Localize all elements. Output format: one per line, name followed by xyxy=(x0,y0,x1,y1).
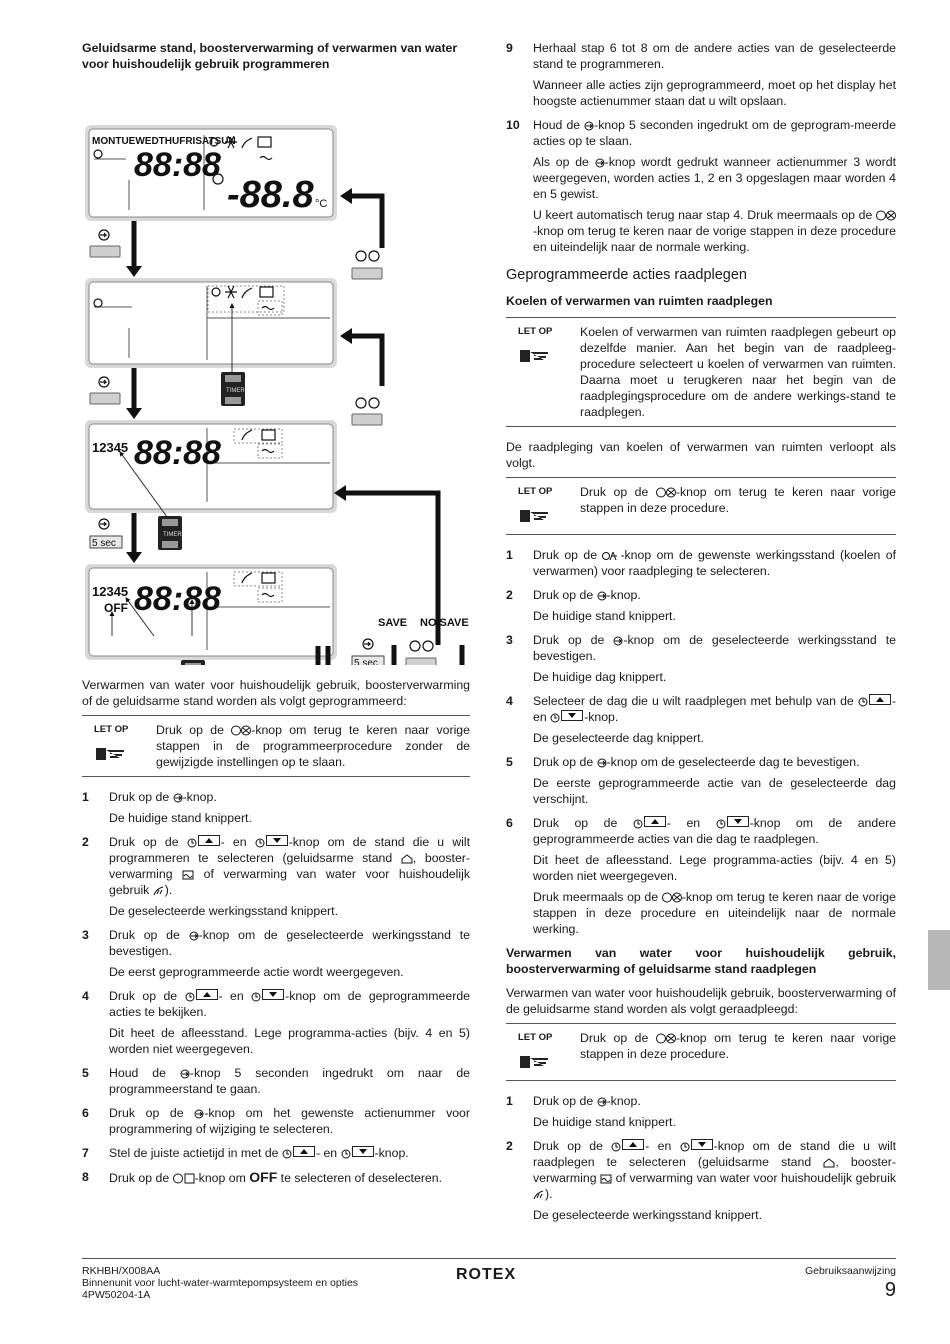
chapter-tab xyxy=(928,930,950,990)
down-key-icon xyxy=(561,710,583,721)
program-button[interactable] xyxy=(90,393,120,404)
note-box xyxy=(506,477,896,535)
hot-water-tap-icon xyxy=(533,1190,545,1200)
clock-icon xyxy=(680,1142,690,1152)
note-label: LET OP xyxy=(518,1032,553,1043)
brand-logo: ROTEX xyxy=(456,1266,517,1283)
program-arrow-icon xyxy=(584,121,594,131)
up-key-icon xyxy=(198,835,220,846)
clock-icon xyxy=(716,819,726,829)
down-key-icon xyxy=(262,989,284,1000)
footer-code: 4PW50204-1A xyxy=(82,1289,151,1301)
program-arrow-icon xyxy=(180,1069,190,1079)
clock-cancel-icon xyxy=(231,725,251,736)
list-item: 7 Stel de juiste actietijd in met de - en -knop. xyxy=(82,1146,409,1160)
down-key-icon xyxy=(691,1139,713,1150)
lcd-temp: -88.8 xyxy=(227,174,314,216)
program-arrow-icon xyxy=(194,1109,204,1119)
five-sec-label: 5 sec xyxy=(92,538,116,549)
down-key-icon xyxy=(727,816,749,827)
hot-water-tap-icon xyxy=(153,886,165,896)
pointing-hand-icon xyxy=(518,506,552,524)
back-button[interactable] xyxy=(352,414,382,425)
list-item: 5 Houd de -knop 5 seconden ingedrukt om naar de programmeerstand te gaan. xyxy=(82,1066,470,1096)
section-title: Geprogrammeerde acties raadplegen xyxy=(506,267,747,283)
clock-icon xyxy=(187,838,197,848)
program-arrow-icon xyxy=(189,931,199,941)
off-toggle-icon xyxy=(173,1173,195,1184)
list-item: 4 Druk op de - en -knop om de geprogrammeerde acties te bekijken. Dit heet de afleesstand. Lege programma-acties (bijv. 4 en 5) worden niet weergegeven. xyxy=(82,989,470,1056)
note-box xyxy=(506,1023,896,1081)
house-icon xyxy=(823,1158,835,1168)
intro-text: Verwarmen van water voor huishoudelijk gebruik, boosterverwarming of de geluidsarme stand worden als volgt geprogrammeerd: xyxy=(82,678,470,708)
list-item: 1 Druk op de -knop. De huidige stand knippert. xyxy=(82,790,252,825)
note-label: LET OP xyxy=(94,724,129,735)
list-item: 3 Druk op de -knop om de geselecteerde werkingsstand te bevestigen. De eerst geprogrammeerde actie wordt weergegeven. xyxy=(82,928,470,979)
note-text: -knop om terug te keren naar vorige stappen in de programmeerprocedure zonder de gewijzigde instellingen op te slaan. xyxy=(156,723,470,769)
back-button[interactable] xyxy=(406,658,436,665)
footer-model: RKHBH/X008AA xyxy=(82,1265,161,1277)
clock-cancel-icon xyxy=(656,1033,676,1044)
clock-icon xyxy=(858,697,868,707)
note-box xyxy=(506,317,896,427)
lcd-actions-2: 12345 xyxy=(92,584,129,599)
up-key-icon xyxy=(622,1139,644,1150)
subsection-title: Verwarmen van water voor huishoudelijk gebruik, boosterverwarming of geluidsarme stand raadplegen xyxy=(506,946,896,976)
back-button[interactable] xyxy=(352,268,382,279)
program-arrow-icon xyxy=(597,1097,607,1107)
booster-heating-icon xyxy=(600,1174,612,1184)
program-arrow-icon xyxy=(173,793,183,803)
page-footer xyxy=(82,1258,896,1301)
pointing-hand-icon xyxy=(94,744,128,762)
list-item: 2 Druk op de - en -knop om de stand die u wilt programmeren te selecteren (geluidsarme stand , booster-verwarming of verwarming van water voor huishoudelijk gebruik ). De geselecteerde werkingsstand knippert. xyxy=(82,835,470,918)
clock-cancel-icon xyxy=(656,487,676,498)
list-item: 3 Druk op de -knop om de geselecteerde werkingsstand te bevestigen. De huidige dag knippert. xyxy=(506,633,896,684)
note-label: LET OP xyxy=(518,326,553,337)
booster-heating-icon xyxy=(182,870,194,880)
note-text: -knop om terug te keren naar vorige stappen in deze procedure. xyxy=(580,485,896,515)
left-column xyxy=(82,40,470,1194)
program-arrow-icon xyxy=(595,158,605,168)
up-key-icon xyxy=(644,816,666,827)
right-column xyxy=(506,40,896,1231)
lcd-time-3: 88:88 xyxy=(134,434,221,472)
timer-label: TIMER xyxy=(163,532,182,538)
list-item: 10 Houd de -knop 5 seconden ingedrukt om de geprogram-meerde acties op te slaan. Als op de -knop wordt gedrukt wanneer actienummer 3 wordt weergegeven, worden acties 1, 2 en 3 opgeslagen maar worden 4 en 5 gewist. U keert automatisch terug naar stap 4. Druk meermaals op de -knop om terug te keren naar de vorige stappen in deze procedure en uiteindelijk naar de normale werking. xyxy=(506,118,896,254)
clock-icon xyxy=(255,838,265,848)
clock-icon xyxy=(282,1149,292,1159)
lcd-days: MONTUEWEDTHUFRISATSUN xyxy=(92,136,236,147)
pointing-hand-icon xyxy=(518,1052,552,1070)
lcd-actions-1: 12345 xyxy=(92,440,129,455)
clock-icon xyxy=(341,1149,351,1159)
footer-doc-title: Gebruiksaanwijzing xyxy=(804,1265,896,1277)
subsection-title: Koelen of verwarmen van ruimten raadplegen xyxy=(506,294,773,308)
section-heading: Geluidsarme stand, boosterverwarming of verwarmen van water voor huishoudelijk gebruik programmeren xyxy=(82,41,458,71)
list-item: 2 Druk op de -knop. De huidige stand knippert. xyxy=(506,588,676,623)
save-label: SAVE xyxy=(378,617,408,629)
program-steps xyxy=(82,789,470,1186)
timer-label: TIMER xyxy=(226,388,245,394)
note-text: Druk op de xyxy=(580,1031,656,1045)
list-item: 1 Druk op de -knop. De huidige stand knippert. xyxy=(506,1094,676,1129)
list-item: 2 Druk op de - en -knop om de stand die u wilt raadplegen te selecteren (geluidsarme stand , booster-verwarming of verwarming van water voor huishoudelijk gebruik ). De geselecteerde werkingsstand knippert. xyxy=(506,1139,897,1222)
page-number: 9 xyxy=(884,1279,896,1301)
program-arrow-icon xyxy=(597,591,607,601)
program-steps-continued xyxy=(506,40,896,255)
list-item: 6 Druk op de - en -knop om de andere geprogrammeerde acties van die dag te raadplegen. Dit heet de afleesstand. Lege programma-acties (bijv. 4 en 5) worden niet weergegeven. Druk meermaals op de -knop om terug te keren naar de vorige stappen in deze procedure en uiteindelijk naar de normale werking. xyxy=(506,816,896,936)
note-label: LET OP xyxy=(518,486,553,497)
house-icon xyxy=(401,854,413,864)
consult-steps xyxy=(506,547,896,937)
up-key-icon xyxy=(293,1146,315,1157)
lcd-off: OFF xyxy=(104,601,128,615)
note-text: Koelen of verwarmen van ruimten raadplegen gebeurt op dezelfde manier. Aan het begin van de raadpleeg-procedure selecteert u koelen of verwarmen van ruimten. Daarna moet u terugkeren naar het begin van de raadplegingsprocedure om de andere werkings-stand te raadplegen. xyxy=(580,325,896,419)
list-item: 8 Druk op de -knop om OFF te selecteren of deselecteren. xyxy=(82,1169,443,1185)
clock-cancel-icon xyxy=(876,210,896,221)
footer-description: Binnenunit voor lucht-water-warmtepompsysteem en opties xyxy=(82,1277,359,1289)
intro-text: Verwarmen van water voor huishoudelijk gebruik, boosterverwarming of de geluidsarme stand worden als volgt geraadpleegd: xyxy=(506,986,896,1016)
note-text: Druk op de xyxy=(156,723,232,737)
heat-cool-icon xyxy=(602,551,620,561)
five-sec-label: 5 sec xyxy=(354,658,378,665)
list-item: 5 Druk op de -knop om de geselecteerde dag te bevestigen. De eerste geprogrammeerde actie van de geselecteerde dag verschijnt. xyxy=(506,755,896,806)
clock-icon xyxy=(633,819,643,829)
note-text: -knop om terug te keren naar vorige stappen in deze procedure. xyxy=(580,1031,896,1061)
no-save-label: NO SAVE xyxy=(420,617,469,629)
up-key-icon xyxy=(196,989,218,1000)
up-key-icon xyxy=(869,694,891,705)
note-box xyxy=(82,715,470,777)
lcd-programming-diagram xyxy=(82,80,474,665)
clock-icon xyxy=(550,713,560,723)
list-item: 4 Selecteer de dag die u wilt raadplegen met behulp van de - en -knop. De geselecteerde dag knippert. xyxy=(506,694,896,745)
clock-icon xyxy=(185,992,195,1002)
pointing-hand-icon xyxy=(518,346,552,364)
program-arrow-icon xyxy=(597,758,607,768)
down-key-icon xyxy=(352,1146,374,1157)
note-text: Druk op de xyxy=(580,485,656,499)
clock-icon xyxy=(251,992,261,1002)
clock-cancel-icon xyxy=(662,892,682,903)
lcd-screen-2 xyxy=(85,278,337,368)
down-key-icon xyxy=(266,835,288,846)
intro-text: De raadpleging van koelen of verwarmen van ruimten verloopt als volgt. xyxy=(506,440,896,470)
consult-water-steps xyxy=(506,1093,896,1223)
program-button[interactable] xyxy=(90,246,120,257)
list-item: 1 Druk op de -knop om de gewenste werkingsstand (koelen of verwarmen) voor raadpleging te selecteren. xyxy=(506,548,896,578)
lcd-time-1: 88:88 xyxy=(134,146,221,184)
lcd-temp-unit: °C xyxy=(315,198,328,210)
list-item: 6 Druk op de -knop om het gewenste actienummer voor programmering of wijziging te selecteren. xyxy=(82,1106,470,1136)
program-arrow-icon xyxy=(613,636,623,646)
clock-icon xyxy=(611,1142,621,1152)
lcd-time-4: 88:88 xyxy=(134,580,221,618)
list-item: 9 Herhaal stap 6 tot 8 om de andere acties van de geselecteerde stand te programmeren. Wanneer alle acties zijn geprogrammeerd, moet op het display het hoogste actienummer staan dat u wilt opslaan. xyxy=(506,41,896,108)
